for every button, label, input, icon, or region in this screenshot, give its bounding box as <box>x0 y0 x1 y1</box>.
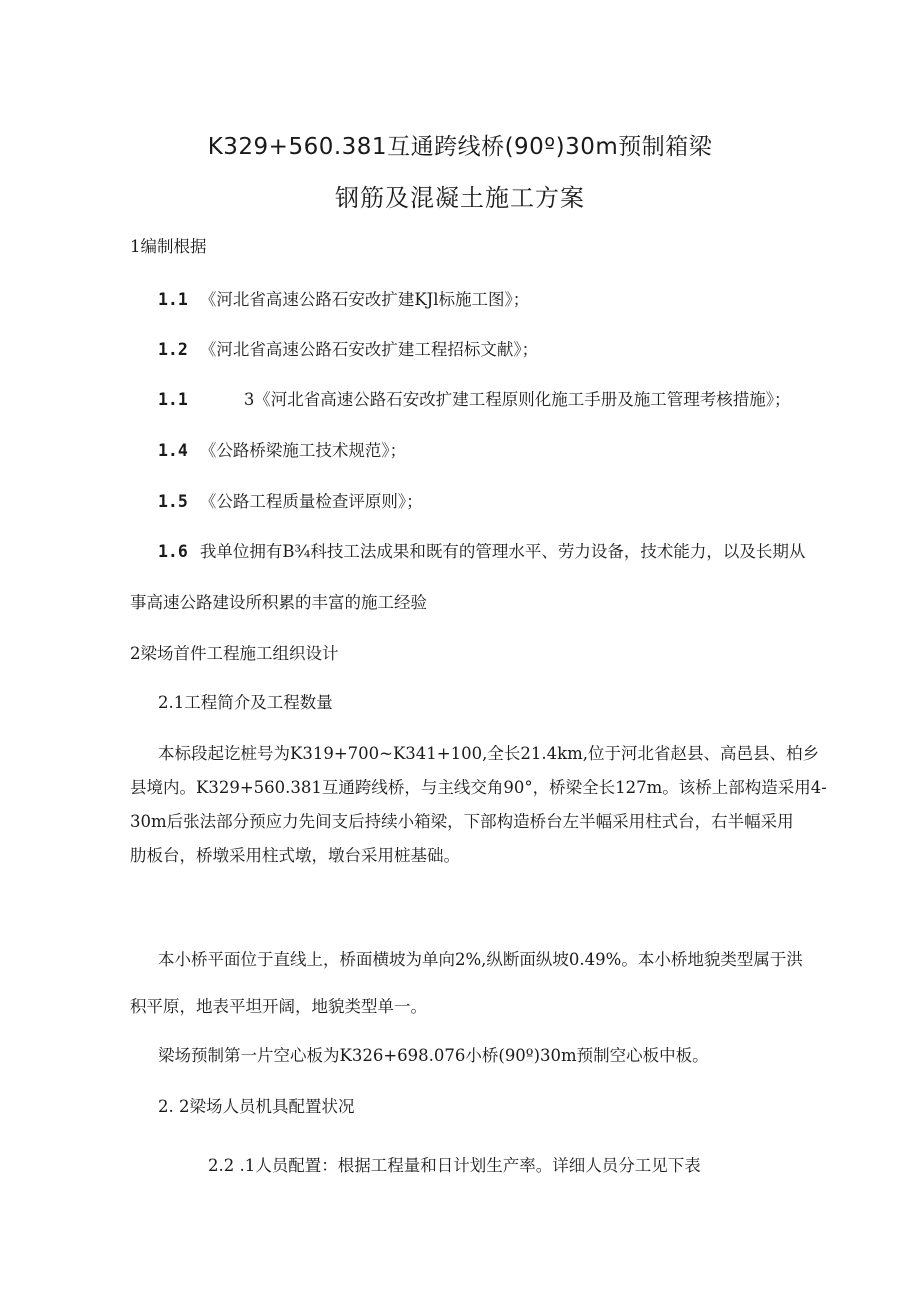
list-item <box>158 491 423 513</box>
section2-heading: 2梁场首件工程施工组织设计 <box>130 644 339 663</box>
item-number: 1.4 <box>158 441 188 460</box>
paragraph-line: 县境内。K329+560.381互通跨线桥，与主线交角90°，桥梁全长127m。该桥上部构造采用4- <box>130 778 827 797</box>
document-title-line2: 钢筋及混凝土施工方案 <box>335 184 585 212</box>
document-title-line1: K329+560.381互通跨线桥(90º)30m预制箱梁 <box>207 134 713 160</box>
item-text: 《河北省高速公路石安改扩建工程招标文献》； <box>199 340 539 359</box>
item-text: 《河北省高速公路石安改扩建KJl标施工图》； <box>199 290 530 309</box>
paragraph <box>130 947 810 1028</box>
item-text: 我单位拥有B¾科技工法成果和既有的管理水平、劳力设备，技术能力，以及长期从 <box>199 542 806 561</box>
paragraph-line: 本标段起讫桩号为K319+700~K341+100,全长21.4km,位于河北省赵县、高邑县、柏乡 <box>158 744 819 763</box>
item-text: 3《河北省高速公路石安改扩建工程原则化施工手册及施工管理考核措施》； <box>243 390 791 409</box>
list-item <box>158 541 805 563</box>
paragraph-line: 肋板台，桥墩采用柱式墩，墩台采用桩基础。 <box>130 846 460 865</box>
list-item <box>158 289 529 311</box>
subsection-heading: 2.1工程简介及工程数量 <box>158 693 333 712</box>
section1-heading: 1编制根据 <box>130 237 207 256</box>
list-item <box>158 440 406 462</box>
item-number: 1.1 <box>158 290 188 309</box>
subsection-heading: 2. 2梁场人员机具配置状况 <box>158 1097 355 1116</box>
item-number: 1.5 <box>158 492 188 511</box>
item-number: 1.6 <box>158 542 188 561</box>
subsubsection-text: 2.2 .1人员配置：根据工程量和日计划生产率。详细人员分工见下表 <box>208 1156 701 1175</box>
item-number: 1.2 <box>158 340 188 359</box>
paragraph-line: 梁场预制第一片空心板为K326+698.076小桥(90º)30m预制空心板中板。 <box>158 1046 709 1065</box>
item-text: 《公路桥梁施工技术规范》； <box>199 441 407 460</box>
paragraph-line: 本小桥平面位于直线上，桥面横坡为单向2%,纵断面纵坡0.49%。本小桥地貌类型属于洪 <box>158 950 803 969</box>
list-item <box>158 339 538 361</box>
item-text: 《公路工程质量检查评原则》； <box>199 492 423 511</box>
paragraph-line: 30m后张法部分预应力先间支后持续小箱梁，下部构造桥台左半幅采用柱式台，右半幅采用 <box>130 812 794 831</box>
list-item <box>158 389 791 411</box>
item-number: 1.1 <box>158 390 188 409</box>
paragraph <box>130 741 827 877</box>
item-continuation: 事高速公路建设所积累的丰富的施工经验 <box>130 593 427 612</box>
paragraph-line: 积平原，地表平坦开阔，地貌类型单一。 <box>130 997 427 1016</box>
